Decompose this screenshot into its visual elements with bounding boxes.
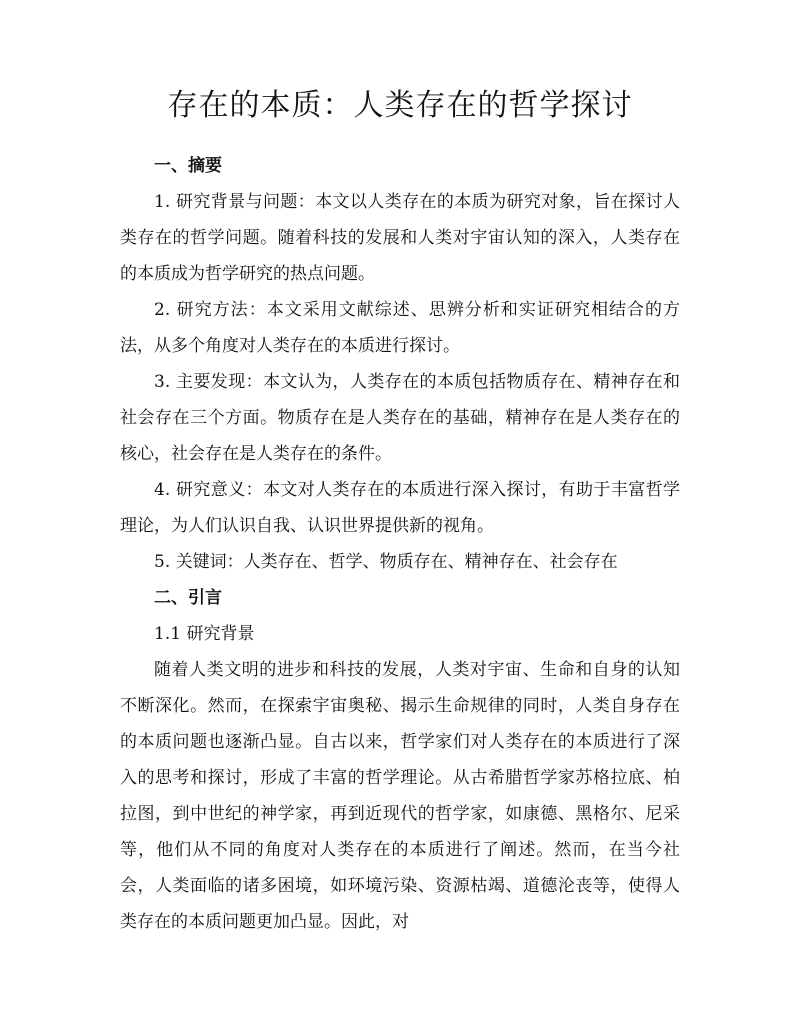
section-heading-abstract: 一、摘要 [154,156,222,176]
subsection-heading-background: 1.1 研究背景 [154,624,255,644]
abstract-item-significance: 4. 研究意义：本文对人类存在的本质进行深入探讨，有助于丰富哲学理论，为人们认识自我、认识世界提供新的视角。 [120,480,680,536]
introduction-paragraph: 随着人类文明的进步和科技的发展，人类对宇宙、生命和自身的认知不断深化。然而，在探索宇宙奥秘、揭示生命规律的同时，人类自身存在的本质问题也逐渐凸显。自古以来，哲学家们对人类存在的本质进行了深入的思考和探讨，形成了丰富的哲学理论。从古希腊哲学家苏格拉底、柏拉图，到中世纪的神学家，再到近现代的哲学家，如康德、黑格尔、尼采等，他们从不同的角度对人类存在的本质进行了阐述。然而，在当今社会，人类面临的诸多困境，如环境污染、资源枯竭、道德沦丧等，使得人类存在的本质问题更加凸显。因此，对 [120,660,680,932]
document-body [120,148,680,940]
abstract-item-findings: 3. 主要发现：本文认为，人类存在的本质包括物质存在、精神存在和社会存在三个方面。物质存在是人类存在的基础，精神存在是人类存在的核心，社会存在是人类存在的条件。 [120,372,680,464]
abstract-item-background: 1. 研究背景与问题：本文以人类存在的本质为研究对象，旨在探讨人类存在的哲学问题。随着科技的发展和人类对宇宙认知的深入，人类存在的本质成为哲学研究的热点问题。 [120,192,680,284]
section-heading-introduction: 二、引言 [154,588,222,608]
abstract-item-method: 2. 研究方法：本文采用文献综述、思辨分析和实证研究相结合的方法，从多个角度对人类存在的本质进行探讨。 [120,300,680,356]
page-title: 存在的本质：人类存在的哲学探讨 [167,88,633,123]
abstract-item-keywords: 5. 关键词：人类存在、哲学、物质存在、精神存在、社会存在 [154,552,618,572]
